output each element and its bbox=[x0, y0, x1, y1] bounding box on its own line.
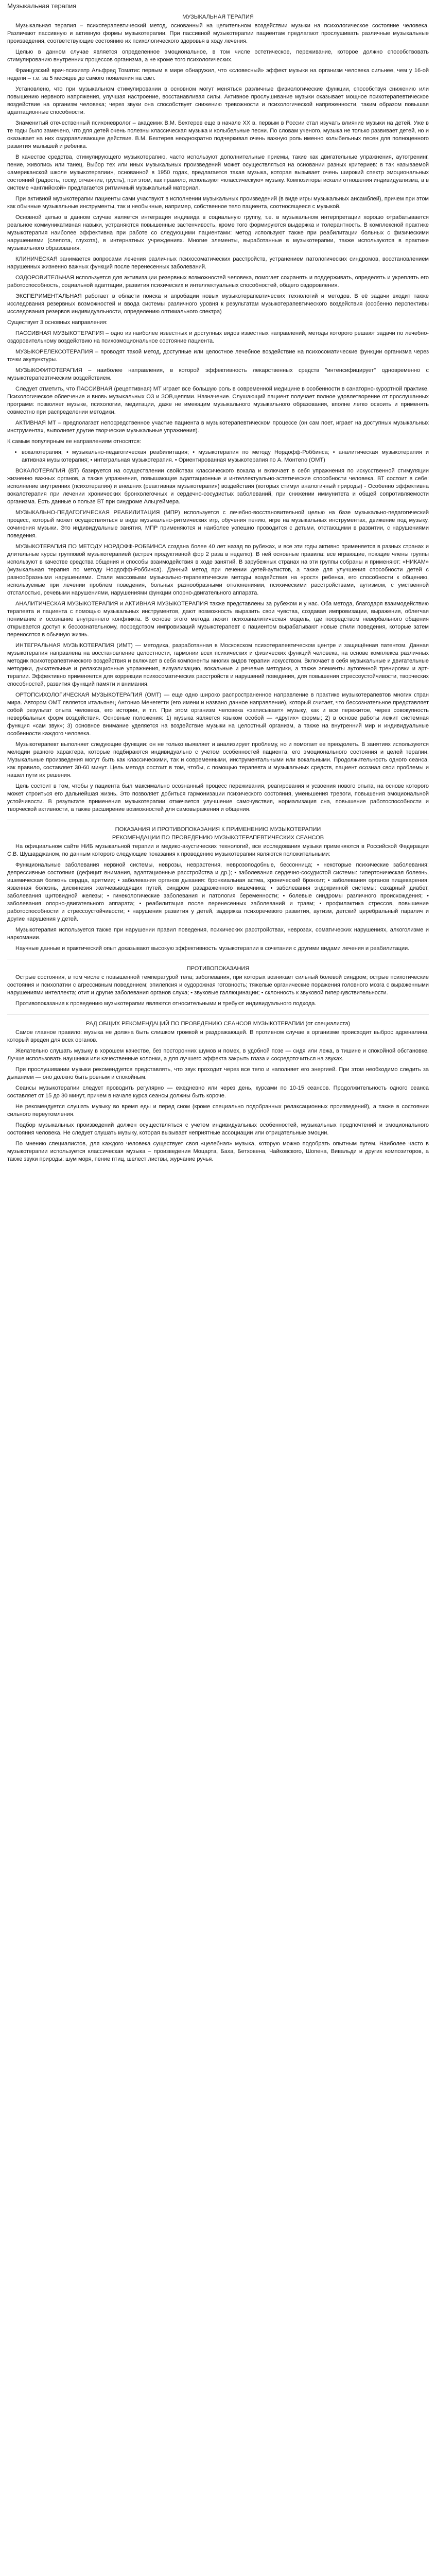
paragraph: Французский врач-психиатр Альфред Томатис первым в мире обнаружил, что «словесный» эффект музыки на организм человека сильнее, чем у 16-ой недели – т.е. за 5 месяцев до самого появления на свет. bbox=[7, 67, 429, 81]
contraindications-section bbox=[7, 974, 429, 1008]
paragraph: МУЗЫКАЛЬНО-ПЕДАГОГИЧЕСКАЯ РЕАБИЛИТАЦИЯ (МПР) используется с лечебно-восстановительной целью на базе музыкально-педагогический процесс, который может осуществляться в виде музыкально-ритмических игр, обучения пению, игре на музыкальных инструментах, движение под музыку, сочинения музыки. Это индивидуальные занятия, МПР применяются и наиболее успешно проводится с детьми, отстающими в развитии, с нарушениями поведения. bbox=[7, 510, 429, 539]
paragraph: Существует 3 основных направления: bbox=[7, 319, 108, 326]
page-title: Музыкальная терапия bbox=[7, 2, 77, 10]
indications-section bbox=[7, 843, 429, 953]
paragraph: Установлено, что при музыкальном стимулировании в основном могут меняться различные физиологические функции, способствуя снижению или повышению нервного напряжения, улучшая настроение, восстанавливая силы. Активное прослушивание музыки оказывает мощное психотерапевтическое воздействие на организм человека; через звуки она способствует снижению тревожности и психологической напряженности, таким образом повышая адаптационные способности. bbox=[7, 86, 429, 115]
paragraph: ЭКСПЕРИМЕНТАЛЬНАЯ работает в области поиска и апробации новых музыкотерапевтических технологий и методов. В её задачи входит также исследования резервных возможностей и ввода системы различного уровня к результатам музыкотерапевтического воздействия (особенно перспективы исследования резервов индивидуальности, определению оптимального спектра) bbox=[7, 293, 429, 315]
paragraph: АКТИВНАЯ МТ – предполагает непосредственное участие пациента в музыкотерапевтическом процессе (он сам поет, играет на доступных музыкальных инструментах, выполняет другие творческие музыкальные упражнения). bbox=[7, 420, 429, 434]
paragraph: ОРТОПСИХОЛОГИЧЕСКАЯ МУЗЫКОТЕРАПИЯ (ОМТ) — еще одно широко распространенное направление в практике музыкотерапевтов многих стран мира. Автором ОМТ является итальянец Антонио Менегетти (его имени и названо данное направление), который считает, что бессознательное представляет собой результат опыта человека, его истории, и т.п. При этом организм человека «записывает» музыку, как и все пережитое, через совокупность невербальных форм воздействия. Основные положения: 1) музыка является языком особой — «других» формы; 2) в основе работы лежит системная функция «сам звук»; 3) основное внимание уделяется на воздействие музыки на целостный организм, а также на внутренний мир и индивидуальные особенности каждого человека. bbox=[7, 692, 429, 737]
paragraph: Сеансы музыкотерапии следует проводить регулярно — ежедневно или через день, курсами по 10-15 сеансов. Продолжительность одного сеанса составляет от 15 до 30 минут, причем в начале курса сеансы должны быть короче. bbox=[7, 1085, 429, 1099]
paragraph: Основной целью в данном случае является интеграция индивида в социальную группу, т.е. в музыкальном интерпретации хорошо отрабатывается реальное коммуникативная навыки, устраняются повышенные застенчивость, кроме того формируются выдержка и толерантность. В комплексной практике музыкотерапия наиболее эффективна при работе со следующими пациентами: метод используют также при реабилитации больных с физическими нарушениями (слепота, глухота), в интернатных учреждениях. Многие элементы, выработанные в музыкотерапии, также используются в практике музыкального образования. bbox=[7, 214, 429, 251]
paragraph: Острые состояния, в том числе с повышенной температурой тела; заболевания, при которых возникает сильный болевой синдром; острые психотические состояния и психопатии с агрессивным поведением; эпилепсия и судорожная готовность; тяжелые органические поражения головного мозга с выраженными нарушениями интеллекта; отит и другие заболевания органов слуха; • звуковые галлюцинации; • склонность к звуковой гиперчувствительности. bbox=[7, 974, 429, 996]
paragraph: ВОКАЛОТЕРАПИЯ (ВТ) базируется на осуществлении свойствах классического вокала и включает в себя упражнения по искусственной стимуляции жизненно важных органов, а также упражнения, повышающие адаптационные и интеллектуально-эстетические способности человека. ВТ состоит в себе: исполнение внутренних (психотерапия) и внешних (реактивная музыкотерапия) воздействия (которых стимул аналогичный природы) - Особенно эффективна вокалотерапия при лечении хронических бронхолегочных и сердечно-сосудистых заболеваний, при снижении иммунитета и общей сопротивляемости организма. Есть данные о пользе ВТ при синдроме Альцгеймера. bbox=[7, 468, 429, 505]
paragraph: Музыкотерапия используется также при нарушении правил поведения, психических расстройствах, неврозах, соматических нарушениях, алкоголизме и наркомании. bbox=[7, 927, 429, 941]
paragraph: Самое главное правило: музыка не должна быть слишком громкой и раздражающей. В противном случае в организме происходит выброс адреналина, который вреден для всех органов. bbox=[7, 1029, 429, 1043]
paragraph: В качестве средства, стимулирующего музыкотерапию, часто используют дополнительные приемы, такие как двигательные упражнения, аутотренинг, пение, живопись или танец. Выбор тех или иных музыкальных произведений может осуществляться на основании разных критериев: в так называемой «американской школе музыкотерапии», основанной в 1950 годах, предлагается такая музыка, которая вызывает очень широкий спектр эмоциональных состояний (радость, тоску, отчаяние, грусть), при этом, как правило, используют «классическую» музыку. Композиторы искали отношения индивидуализма, а в системе «английской» предлагается ритмичный музыкальный материал. bbox=[7, 154, 429, 191]
paragraph: Функциональные заболевания нервной системы, неврозы, неврастения, неврозоподобные, бессонница; • некоторые психические заболевания: депрессивные состояния (дефицит внимания, адаптационные расстройства и др.); • заболевания сердечно-сосудистой системы: гипертоническая болезнь, ишемическая болезнь сердца, аритмии; • заболевания органов дыхания: бронхиальная астма, хронический бронхит; • заболевания органов пищеварения: язвенная болезнь, дискинезия желчевыводящих путей, синдром раздраженного кишечника; • заболевания эндокринной системы: сахарный диабет, заболевания щитовидной железы; • гинекологические заболевания и патология беременности; • болевые синдромы различного происхождения; • заболевания опорно-двигательного аппарата; • реабилитация после перенесенных заболеваний и травм; • профилактика стрессов, повышение работоспособности и стрессоустойчивости; • нарушения развития у детей, задержка психоречевого развития, аутизм, детский церебральный паралич и другие нарушения у детей. bbox=[7, 862, 429, 922]
recommendations-subtitle: РЕКОМЕНДАЦИИ ПО ПРОВЕДЕНИЮ МУЗЫКОТЕРАПЕВТИЧЕСКИХ СЕАНСОВ bbox=[112, 835, 324, 841]
paragraph: МУЗЫКОТЕРАПИЯ ПО МЕТОДУ НОРДОФФ-РОББИНСА создана более 40 лет назад по рубежах, и все эти годы активно применяется в разных странах и длительные курсы групповой музыкотерапией (встреч продуктивной фор 2 раза в неделю). В ней основные правила: все играющие, поющие члены группы используют в качестве средства общения и способы взаимодействия в ходе занятий. В зарубежных странах на эти группы собраны и применяют: «НИКАМ» (музыкальная терапия по методу Нордофф-Роббинса). Данный метод при лечении детей-аутистов, а также для улучшения способности детей с разнообразными нарушениями. Стали массовыми музыкально-терапевтические методы воздействия на «рост» ребенка, его способности к общению, используемые при лечении проблем поведения, больных разнообразными отклонениями, психическими расстройствами, аутизмом, с умственной отсталостью, речевыми нарушениями, нарушениями функции опорно-двигательного аппарата. bbox=[7, 544, 429, 596]
paragraph: Не рекомендуется слушать музыку во время еды и перед сном (кроме специально подобранных релаксационных произведений), а также в состоянии сильного переутомления. bbox=[7, 1104, 429, 1117]
paragraph: На официальном сайте НИБ музыкальной терапии и медико-акустических технологий, все исследования музыки применяются в Российской Федерации С.В. Шушарджаном, по данным которого следующие показания к проведению музыкотерапии являются положительными: bbox=[7, 843, 429, 857]
paragraph: Цель состоит в том, чтобы у пациента был максимально осознанный процесс переживания, реагирования и усвоения нового опыта, на основе которого может строиться его дальнейшая жизнь. Это позволяет добиться гармонизации психического состояния, уменьшения тревоги, повышения эмоциональной устойчивости. В результате применения музыкотерапии отмечается улучшение самочувствия, нормализация сна, повышение работоспособности и творческой активности, а также расширение возможностей для самовыражения и общения. bbox=[7, 783, 429, 812]
general-recommendations-title: РАД ОБЩИХ РЕКОМЕНДАЦИЙ ПО ПРОВЕДЕНИЮ СЕАНСОВ МУЗЫКОТЕРАПИИ (от специалиста) bbox=[85, 1021, 351, 1027]
paragraph: Подбор музыкальных произведений должен осуществляться с учетом индивидуальных особенностей, музыкальных предпочтений и эмоционального состояния человека. Не следует слушать музыку, которая вызывает неприятные ассоциации или отрицательные эмоции. bbox=[7, 1122, 429, 1136]
paragraph: ИНТЕГРАЛЬНАЯ МУЗЫКОТЕРАПИЯ (ИМТ) — методика, разработанная в Московском психотерапевтическом центре и защищённая патентом. Данная музыкотерапия направлена на восстановление целостности, гармонии всех психических и физических функций человека, на основе комплекса различных методик психотерапевтического воздействия и включает в себя компоненты многих видов терапии искусством. Включает в себя музыкальные и двигательные методики, дыхательные и релаксационные упражнения, визуализацию, вокальные и речевые методики, а также элементы аутогенной тренировки и арт-терапии. Эффективно применяется для коррекции психосоматических расстройств и нарушений поведения, для повышения стрессоустойчивости, творческих способностей, развития функций памяти и внимания. bbox=[7, 642, 429, 687]
paragraph: Противопоказания к проведению музыкотерапии являются относительными и требуют индивидуального подхода. bbox=[15, 1001, 317, 1007]
paragraph: МУЗЫКОФИТОТЕРАПИЯ – наиболее направления, в которой эффективность лекарственных средств "интенсифицирует" одновременно с музыкотерапевтическим воздействием. bbox=[7, 367, 429, 381]
paragraph: При активной музыкотерапии пациенты сами участвуют в исполнении музыкальных произведений (в виде игры музыкальных ансамблей), причем при этом как обычные музыкальные инструменты, так и необычные, например, собственное тело пациента, соотносящееся с музыкой. bbox=[7, 196, 429, 210]
paragraph: Желательно слушать музыку в хорошем качестве, без посторонних шумов и помех, в удобной позе — сидя или лежа, в тишине и спокойной обстановке. Лучше использовать наушники или качественные колонки, а для лучшего эффекта закрыть глаза и сосредоточиться на звуках. bbox=[7, 1048, 429, 1062]
intro-section bbox=[7, 22, 429, 446]
list-item: • вокалотерапия; • музыкально-педагогическая реабилитация; • музыкотерапия по методу Нордофф-Роббинса; • аналитическая музыкотерапия и активная музыкотерапия; • интегральная музыкотерапия. • Ориентированная музыкотерапия по А. Монтегю (ОМТ) bbox=[22, 449, 429, 464]
section-title: МУЗЫКАЛЬНАЯ ТЕРАПИЯ bbox=[182, 14, 254, 20]
contraindications-title: ПРОТИВОПОКАЗАНИЯ bbox=[186, 965, 250, 972]
paragraph: Научные данные и практический опыт доказывают высокую эффективность музыкотерапии в сочетании с другими видами лечения и реабилитации. bbox=[15, 945, 410, 952]
directions-list bbox=[7, 449, 429, 464]
general-recommendations-section bbox=[7, 1029, 429, 1163]
paragraph: По мнению специалистов, для каждого человека существует своя «целебная» музыка, которую можно подобрать опытным путем. Наиболее часто в музыкотерапии используется классическая музыка – произведения Моцарта, Баха, Бетховена, Чайковского, Шопена, Вивальди и других композиторов, а также звуки природы: шум моря, пение птиц, шелест листвы, журчание ручья. bbox=[7, 1141, 429, 1162]
paragraph: Музыкальная терапия – психотерапевтический метод, основанный на целительном воздействии музыки на психологическое состояние человека. Различают пассивную и активную формы музыкотерапии. При пассивной музыкотерапии пациентам предлагают прослушивать различные музыкальные произведения, соответствующие состоянию их психологического здоровья в ходу лечения. bbox=[7, 23, 429, 44]
paragraph: ОЗДОРОВИТЕЛЬНАЯ используется для активизации резервных возможностей человека, помогает сохранять и поддерживать, определять и укреплять его работоспособность, социальной адаптации, развития психических и интеллектуальных способностей, общего оздоровления. bbox=[7, 275, 429, 289]
paragraph: Целью в данном случае является определенное эмоциональное, в том числе эстетическое, переживание, которое должно способствовать стимулированию внутренних процессов организма, а не кроме того психологических. bbox=[7, 49, 429, 63]
paragraph: КЛИНИЧЕСКАЯ занимается вопросами лечения различных психосоматических расстройств, устранением патологических синдромов, восстановлением нарушенных жизненно важных функций после перенесенных заболеваний. bbox=[7, 256, 429, 270]
body-section bbox=[7, 467, 429, 814]
paragraph: К самым популярным ее направлениям относятся: bbox=[7, 438, 142, 445]
paragraph: При прослушивании музыки рекомендуется представлять, что звук проходит через все тело и наполняет его энергией. При этом необходимо следить за дыханием — оно должно быть ровным и спокойным. bbox=[7, 1066, 429, 1080]
paragraph: Музыкотерапевт выполняет следующие функции: он не только выявляет и анализирует проблему, но и помогает ее преодолеть. В занятиях используются мелодии разного характера, которые подбираются индивидуально с учетом особенностей пациента, его эмоционального состояния и целей терапии. Музыкальные произведения могут быть как классическими, так и современными, инструментальными или вокальными. Продолжительность одного сеанса, как правило, составляет 30-60 минут. Цель метода состоит в том, чтобы, с помощью терапевта и музыкальных средств, пациент осознал свои проблемы и нашел пути их решения. bbox=[7, 741, 429, 778]
indications-title: ПОКАЗАНИЯ И ПРОТИВОПОКАЗАНИЯ К ПРИМЕНЕНИЮ МУЗЫКОТЕРАПИИ bbox=[115, 826, 321, 833]
paragraph: АНАЛИТИЧЕСКАЯ МУЗЫКОТЕРАПИЯ и АКТИВНАЯ МУЗЫКОТЕРАПИЯ также представлены за рубежом и у нас. Оба метода, благодаря взаимодействию терапевта и пациента с помощью музыкальных инструментов, дают возможность выразить свои чувства, создавая импровизации, выражения, облегчая понимание и осознание внутреннего конфликта. В основе этого метода лежит психоаналитическая модель, где посредством невербального общения открывается доступ к бессознательному, посредством импровизаций музыкотерапевт с пациентом вырабатывают новые стили поведения, которые затем переносятся в обычную жизнь. bbox=[7, 601, 429, 638]
paragraph: Знаменитый отечественный психоневролог – академик В.М. Бехтерев еще в начале XX в. первым в России стал изучать влияние музыки на детей. Уже в те годы было замечено, что для детей очень полезны классическая музыка и колыбельные песни. По словам ученого, музыка не только развивает детей, но и оказывает на них оздоравливающее действие. В.М. Бехтерев неоднократно подчеркивал очень важную роль именно колыбельных песен для полноценного развития малышей и ребенка. bbox=[7, 120, 429, 149]
paragraph: Следует отметить, что ПАССИВНАЯ (рецептивная) МТ играет все большую роль в современной медицине в особенности в санаторно-курортной практике. Психологическое облегчение и вновь музыкальных ОЗ и ЗОВ,цепями. Назначение. Слушающий пациент получает полное удовлетворение от прослушанных программ: позволяет музыке, психологии, медитации, даже не имеющим музыкального музыкального образования, вполне легко освоить и применять совместно при распределении методики. bbox=[7, 386, 429, 415]
bottom-spacer bbox=[7, 1166, 429, 1172]
paragraph: МУЗЫКОРЕЛЕКСОТЕРАПИЯ – проводят такой метод, доступные или целостное лечебное воздействие на психосоматические функции организма через точки акупунктуры. bbox=[7, 349, 429, 363]
paragraph: ПАССИВНАЯ МУЗЫКОТЕРАПИЯ – одно из наиболее известных и доступных видов известных направлений, методы которого решают задачи по лечебно-оздоровительному воздействию на психоэмоциональное состояние пациента. bbox=[7, 330, 429, 344]
